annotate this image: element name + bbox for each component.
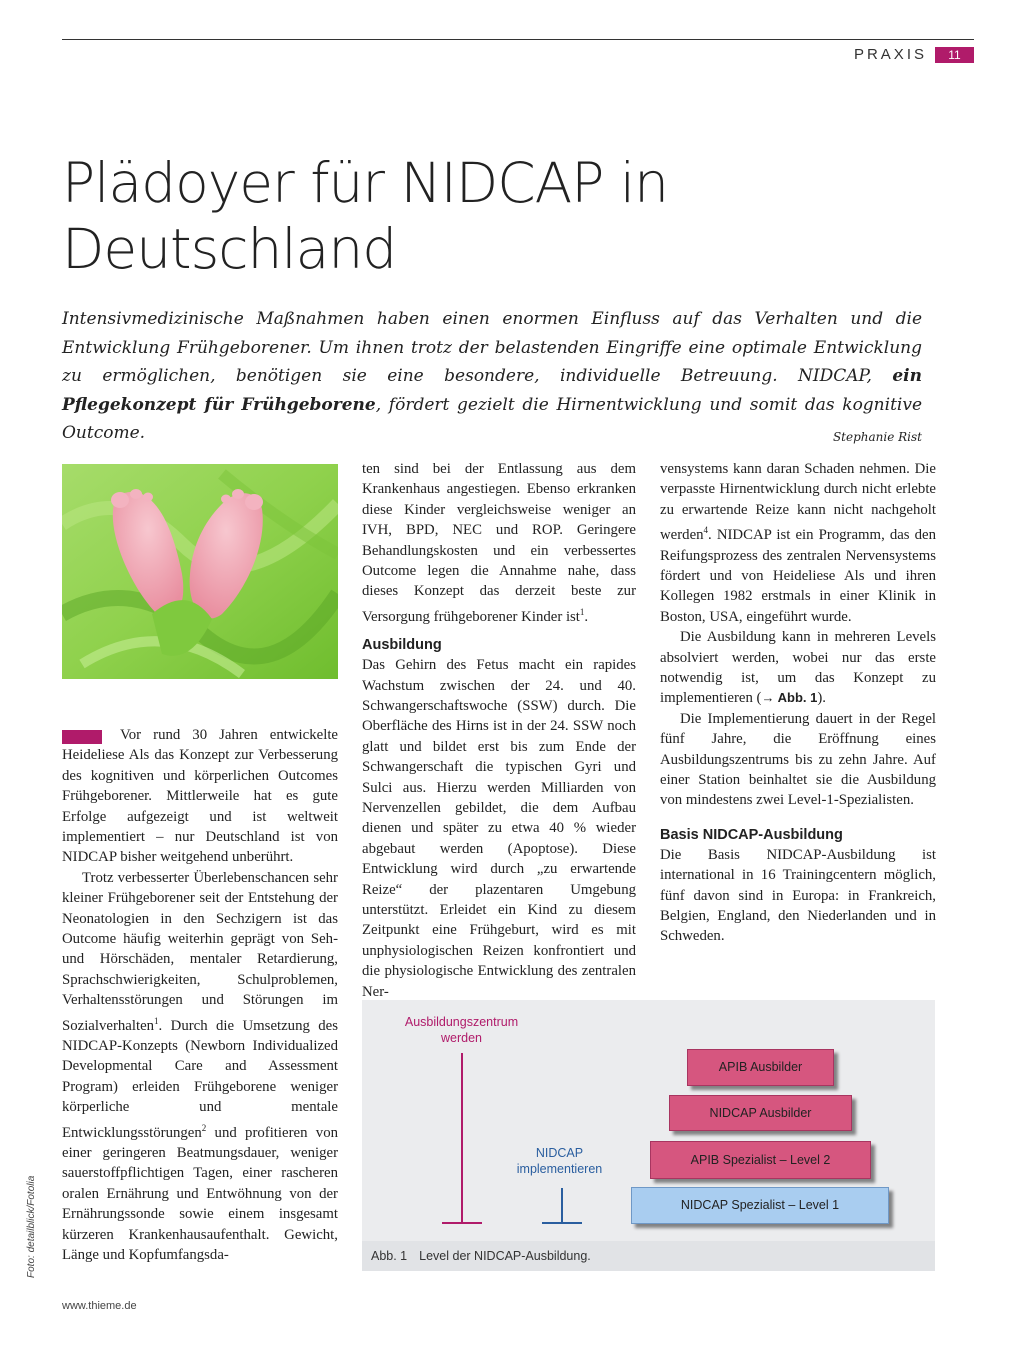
level-apib-specialist-2: APIB Spezialist – Level 2	[650, 1141, 871, 1179]
paragraph	[660, 627, 936, 709]
text: Trotz verbesserter Überlebenschancen sehr kleiner Frühgeborener seit der Entstehung der Neonatologien in den Sechzigern ist das Outcome häufig weiterhin geprägt von Seh- und Hörschäden, mentaler Retardierung, Sprachschwierigkeiten, Schulproblemen, Verhaltensstörungen und Störungen im Sozialverhalten	[62, 869, 338, 1034]
base-training-center	[442, 1222, 482, 1224]
text: vensystems kann daran Schaden nehmen. Die verpasste Hirnentwicklung durch nicht erlebte zu erwartende Reize kann nicht nachgeholt werden	[660, 461, 936, 544]
figure-caption	[362, 1241, 935, 1271]
title-line-2: Deutschland	[62, 217, 397, 281]
author-name: Stephanie Rist	[832, 430, 922, 444]
section-heading: Ausbildung	[362, 637, 442, 654]
section-label: PRAXIS	[853, 46, 927, 63]
figure-reference[interactable]: → Abb. 1	[761, 690, 818, 706]
line-implement	[561, 1188, 563, 1223]
footnote-ref: 2	[201, 1122, 207, 1133]
footnote-ref: 1	[579, 606, 585, 617]
text: ).	[817, 690, 826, 707]
paragraph	[62, 868, 338, 1266]
label-training-center: Ausbildungszentrum werden	[404, 1015, 519, 1045]
footnote-ref: 4	[703, 525, 709, 536]
title-line-1: Plädoyer für NIDCAP in	[62, 151, 669, 215]
text: ten sind bei der Entlassung aus dem Krankenhaus angestiegen. Ebenso erkranken diese Kinder vergleichsweise weniger an IVH, BPD, NEC und ROP. Geringere Behandlungskosten und ein verbessertes Outcome legen die Annahme nahe, dass dieses Konzept das derzeit beste zur Versorgung frühgeborener Kinder ist	[362, 461, 636, 625]
article-lead	[62, 305, 922, 452]
base-implement	[542, 1222, 582, 1224]
paragraph: Die Basis NIDCAP-Ausbildung ist international in 16 Trainingcentern möglich, fünf davon sind in Europa: in Frankreich, Belgien, England, den Niederlanden und in Schweden.	[660, 846, 936, 945]
paragraph: Vor rund 30 Jahren entwickelte Heideliese Als das Konzept zur Verbesserung des kognitiven und körperlichen Outcomes Frühgeborener. Mittlerweile hat es gute Erfolge aufgezeigt und ist weltweit implementiert – nur Deutschland ist von NIDCAP bisher weitgehend unberührt.	[62, 727, 338, 866]
level-apib-trainer: APIB Ausbilder	[687, 1049, 834, 1086]
paragraph	[362, 459, 636, 627]
level-nidcap-specialist-1: NIDCAP Spezialist – Level 1	[631, 1187, 889, 1224]
photo-credit: Foto: detailblick/Fotolia	[26, 1175, 37, 1278]
figure-diagram	[362, 1000, 935, 1241]
footnote-ref: 1	[154, 1015, 159, 1026]
level-nidcap-trainer: NIDCAP Ausbilder	[669, 1095, 852, 1131]
paragraph: Das Gehirn des Fetus macht ein rapides Wachstum zwischen der 24. und 40. Schwangerschaftswoche (SSW) durch. Die Oberfläche des Hirns ist in der 24. SSW noch glatt und bildet erst bis zum Ende der Schwangerschaft die typischen Gyri und Sulci aus. Hierzu werden Milliarden von Nervenzellen gebildet, die dem Aufbau dienen und später zu etwa 40 % wieder abgebaut werden (Apoptose). Diese Entwicklung wird durch „zu erwartende Reize“ der plazentaren Umgebung unterstützt. Erleidet ein Kind zu diesem Zeitpunkt eine Frühgeburt, wird es mit unphysiologischen Reizen konfrontiert und die physiologische Entwicklung des zentralen Ner-	[362, 657, 636, 1000]
baby-feet-photo	[62, 464, 338, 679]
label-implement: NIDCAP implementieren	[516, 1146, 603, 1176]
column-2	[362, 459, 636, 1002]
column-1	[62, 725, 338, 1265]
line-training-center	[461, 1053, 463, 1223]
header-rule	[62, 39, 974, 40]
column-3	[660, 459, 936, 947]
text: .	[584, 608, 589, 625]
paragraph: Die Implementierung dauert in der Regel fünf Jahre, die Eröffnung eines Ausbildungszentrums bis zu zehn Jahre. Auf einer Station beinhaltet sie die Ausbildung von mindestens zwei Level-1-Spezialisten.	[660, 710, 936, 809]
text: . NIDCAP ist ein Programm, das den Reifungsprozess des zentralen Nervensystems fördert und von Heideliese Als und ihren Kollegen 1982 erstmals in einer Klinik in Boston, USA, eingeführt wurde.	[660, 527, 936, 625]
page-number: 11	[935, 47, 974, 63]
article-title	[62, 150, 762, 282]
lead-text: Intensivmedizinische Maßnahmen haben einen enormen Einfluss auf das Verhalten und die Entwicklung Frühgeborener. Um ihnen trotz der belastenden Eingriffe eine optimale Entwicklung zu ermöglichen, benötigen sie eine besondere, individuelle Betreuung. NIDCAP,	[62, 309, 922, 386]
text: . Durch die Umsetzung des NIDCAP-Konzepts (Newborn Individualized Developmental Care and Assessment Program) erleiden Frühgeborene weniger körperliche und mentale Entwicklungsstörungen	[62, 1017, 338, 1141]
caption-text: Level der NIDCAP-Ausbildung.	[419, 1249, 591, 1263]
footer-url[interactable]: www.thieme.de	[62, 1300, 137, 1312]
lead-emphasis: ein Pflegekonzept für Frühgeborene	[62, 366, 922, 415]
section-heading: Basis NIDCAP-Ausbildung	[660, 826, 843, 843]
lead-text-end: , fördert gezielt die Hirnentwicklung und somit das kognitive Outcome.	[62, 394, 922, 443]
paragraph	[660, 459, 936, 627]
text: und profitieren von einer geringeren Beatmungsdauer, weniger sauerstoffpflichtigen Tagen, einer rascheren oralen Ernährung und Entwöhnung von der Ernährungssonde sowie einem insgesamt kürzeren Krankenhausaufenthalt. Gewicht, Länge und Kopfumfangsda-	[62, 1124, 338, 1263]
text: Die Ausbildung kann in mehreren Levels absolviert werden, wobei nur das erste notwendig ist, um das Konzept zu implementieren (	[660, 629, 936, 707]
caption-number: Abb. 1	[371, 1249, 408, 1263]
